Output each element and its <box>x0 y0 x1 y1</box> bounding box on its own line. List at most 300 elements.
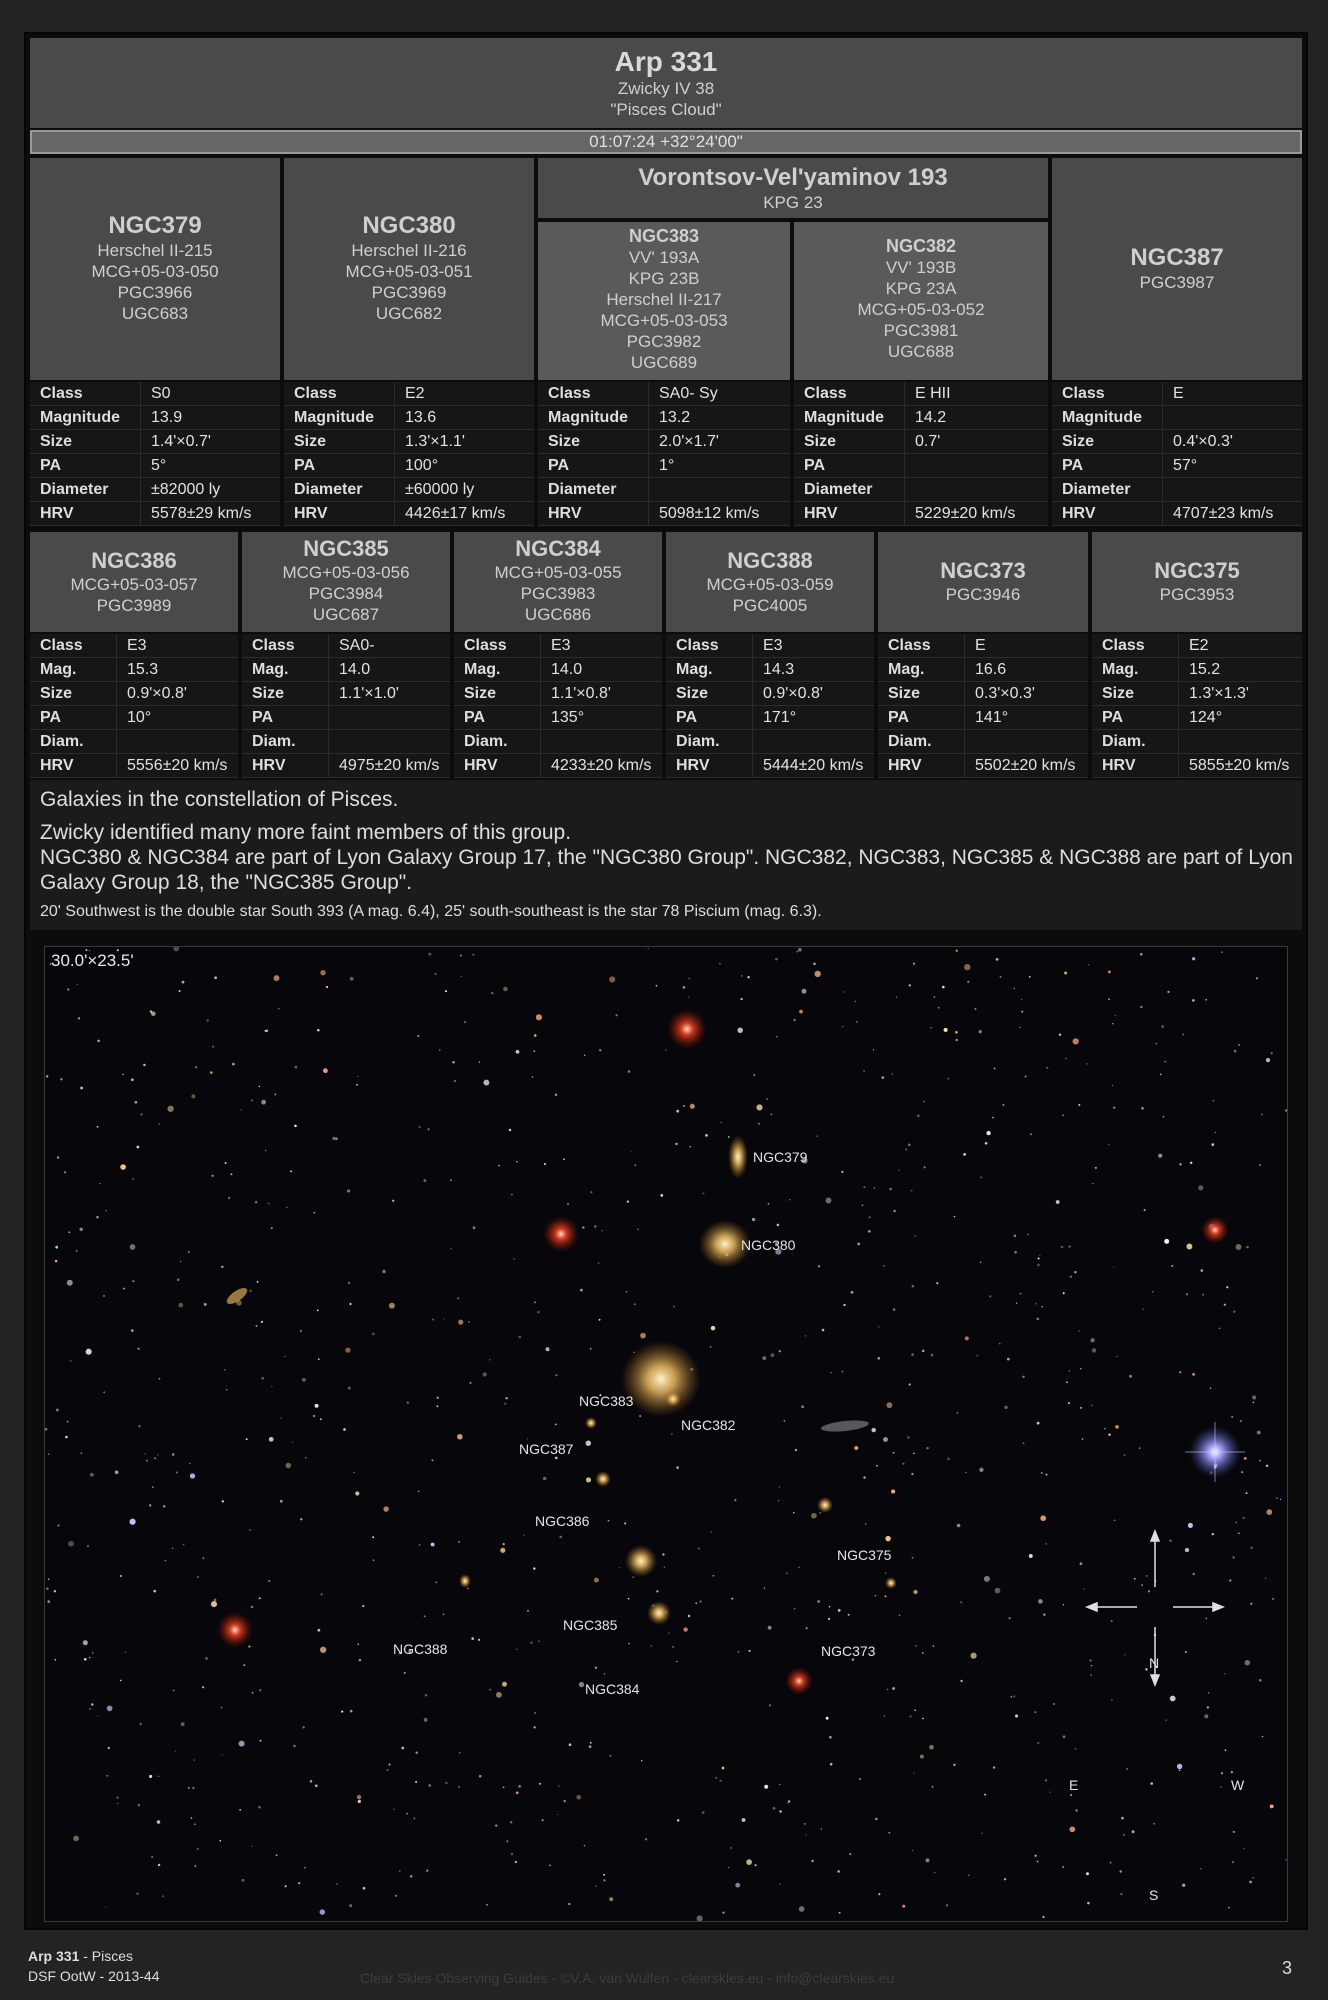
background-star <box>908 1143 911 1146</box>
galaxy-designation: MCG+05-03-057 <box>70 575 198 594</box>
row-key: Diam. <box>454 730 541 754</box>
row-value: 13.9 <box>141 406 281 430</box>
row-key: Size <box>666 682 753 706</box>
background-star <box>195 1865 197 1867</box>
background-star <box>668 1632 669 1633</box>
background-star <box>211 1601 217 1607</box>
background-star <box>256 1325 258 1327</box>
row-key: Size <box>30 682 117 706</box>
background-star <box>1146 1575 1148 1577</box>
table-row <box>794 406 1048 430</box>
background-star <box>503 1786 505 1788</box>
sky-image <box>44 946 1288 1922</box>
table-row <box>454 730 662 754</box>
background-star <box>249 1290 251 1292</box>
background-star <box>874 1595 876 1597</box>
background-star <box>1198 1185 1203 1190</box>
background-star <box>315 1784 318 1787</box>
background-star <box>1253 1402 1255 1404</box>
background-star <box>372 1536 374 1538</box>
background-star <box>865 1523 866 1524</box>
background-star <box>131 1329 133 1331</box>
background-star <box>992 1117 994 1119</box>
background-star <box>1080 1407 1082 1409</box>
background-star <box>558 1785 560 1787</box>
background-star <box>930 1027 931 1028</box>
background-star <box>268 1203 270 1205</box>
background-star <box>354 1472 355 1473</box>
background-star <box>431 1459 433 1461</box>
row-key: Size <box>878 682 965 706</box>
background-star <box>489 1359 490 1360</box>
row-key: HRV <box>284 502 395 526</box>
background-star <box>775 958 778 961</box>
table-row <box>284 454 534 478</box>
background-star <box>878 1357 880 1359</box>
background-star <box>1188 1523 1193 1528</box>
table-row <box>666 658 874 682</box>
row-key: PA <box>284 454 395 478</box>
background-star <box>249 1529 251 1531</box>
background-star <box>683 1105 685 1107</box>
background-star <box>861 1204 863 1206</box>
row-key: Class <box>30 634 117 658</box>
background-star <box>1161 1025 1164 1028</box>
background-star <box>91 1703 93 1705</box>
vv-group-box <box>538 158 1048 218</box>
background-star <box>635 1165 637 1167</box>
background-star <box>145 1453 146 1454</box>
footer-series: DSF OotW - 2013-44 <box>28 1968 160 1984</box>
background-star <box>615 1014 617 1016</box>
background-star <box>856 1021 858 1023</box>
background-star <box>434 973 436 975</box>
background-star <box>1042 1916 1044 1918</box>
background-star <box>439 1049 440 1050</box>
row-key: Class <box>1052 382 1163 406</box>
galaxy-designation: PGC4005 <box>732 596 808 615</box>
background-star <box>1166 1720 1167 1721</box>
background-star <box>471 1637 474 1640</box>
table-row <box>1092 634 1302 658</box>
background-star <box>688 1615 690 1617</box>
background-star <box>437 1397 439 1399</box>
background-star <box>956 1039 958 1041</box>
row-value: 13.2 <box>649 406 791 430</box>
background-star <box>162 1895 164 1897</box>
table-row <box>242 730 450 754</box>
background-star <box>628 1643 630 1645</box>
background-star <box>211 1175 213 1177</box>
background-star <box>779 1784 780 1785</box>
background-star <box>362 1605 364 1607</box>
background-star <box>230 1173 232 1175</box>
background-star <box>103 1391 105 1393</box>
table-row <box>794 502 1048 526</box>
background-star <box>1104 1428 1105 1429</box>
background-star <box>868 1230 871 1233</box>
background-star <box>122 1074 124 1076</box>
table-row <box>454 754 662 778</box>
row-key: PA <box>242 706 329 730</box>
background-star <box>280 1500 283 1503</box>
compass-west-arrow <box>1213 1603 1223 1611</box>
background-star <box>1090 1338 1094 1342</box>
background-star <box>979 1030 982 1033</box>
table-row <box>1092 754 1302 778</box>
background-star <box>190 1473 195 1478</box>
background-star <box>816 1136 817 1137</box>
background-star <box>1192 1573 1195 1576</box>
background-star <box>177 1278 180 1281</box>
background-star <box>1179 1371 1181 1373</box>
background-star <box>586 1441 591 1446</box>
background-star <box>349 1904 352 1907</box>
background-star <box>1200 1868 1202 1870</box>
background-star <box>1114 1520 1115 1521</box>
galaxy-designation: PGC3981 <box>883 321 959 340</box>
background-star <box>151 1011 156 1016</box>
background-star <box>977 1355 978 1356</box>
background-star <box>138 1425 140 1427</box>
background-star <box>500 1548 505 1553</box>
background-star <box>1134 1578 1136 1580</box>
background-star <box>710 1346 712 1348</box>
background-star <box>848 1614 850 1616</box>
galaxy-designation: PGC3982 <box>626 332 702 351</box>
row-value: S0 <box>141 382 281 406</box>
coordinates-bar: 01:07:24 +32°24'00" <box>30 130 1302 154</box>
background-star <box>931 1354 934 1357</box>
background-star <box>875 1818 877 1820</box>
background-star <box>259 1597 261 1599</box>
background-star <box>876 1465 878 1467</box>
footer-credit: Clear Skies Observing Guides - ©V.A. van Wulfen - clearskies.eu - info@clearskies.eu <box>360 1970 895 1986</box>
background-star <box>1233 1310 1236 1313</box>
background-star <box>176 1471 178 1473</box>
background-star <box>1004 1878 1006 1880</box>
row-value: E3 <box>753 634 875 658</box>
background-star <box>1141 1107 1144 1110</box>
background-star <box>1108 971 1111 974</box>
background-star <box>395 1895 397 1897</box>
background-star <box>700 1601 702 1603</box>
background-star <box>172 1548 173 1549</box>
background-star <box>389 1764 391 1766</box>
background-star <box>1185 1548 1189 1552</box>
background-star <box>770 1113 772 1115</box>
background-star <box>533 1567 535 1569</box>
background-star <box>1177 1764 1182 1769</box>
galaxy-designation: VV' 193B <box>885 258 957 277</box>
background-star <box>516 1792 519 1795</box>
background-star <box>741 975 743 977</box>
background-star <box>530 1642 532 1644</box>
background-star <box>468 1321 470 1323</box>
background-star <box>742 1818 746 1822</box>
background-star <box>1070 1276 1072 1278</box>
background-star <box>479 1062 480 1063</box>
row-key: Class <box>666 634 753 658</box>
background-star <box>515 1861 517 1863</box>
background-star <box>418 1126 420 1128</box>
background-star <box>911 1473 913 1475</box>
table-row <box>794 478 1048 502</box>
row-value: SA0- <box>329 634 451 658</box>
background-star <box>1110 1862 1112 1864</box>
background-star <box>1236 1522 1237 1523</box>
background-star <box>830 1763 833 1766</box>
background-star <box>1207 1706 1209 1708</box>
background-star <box>1009 1617 1011 1619</box>
background-star <box>887 1402 893 1408</box>
background-star <box>86 1349 92 1355</box>
background-star <box>472 954 474 956</box>
row-key: PA <box>1092 706 1179 730</box>
background-star <box>97 1715 98 1716</box>
row-value: 10° <box>117 706 239 730</box>
table-row <box>242 682 450 706</box>
background-star <box>676 1466 679 1469</box>
table-row <box>242 754 450 778</box>
background-star <box>222 1500 224 1502</box>
background-star <box>251 1100 253 1102</box>
background-star <box>107 1706 113 1712</box>
background-star <box>276 1854 278 1856</box>
background-star <box>980 1262 982 1264</box>
background-star <box>922 1718 924 1720</box>
row-key: Diam. <box>878 730 965 754</box>
background-star <box>1025 1076 1027 1078</box>
background-star <box>753 1074 755 1076</box>
background-star <box>57 1156 59 1158</box>
background-star <box>77 984 78 985</box>
background-star <box>838 1609 841 1612</box>
row-key: Size <box>242 682 329 706</box>
background-star <box>149 1504 151 1506</box>
background-star <box>45 1428 47 1430</box>
background-star <box>57 1524 59 1526</box>
background-star <box>633 1576 634 1577</box>
background-star <box>314 1212 316 1214</box>
label-ngc382: NGC382 <box>681 1417 736 1433</box>
background-star <box>1056 1200 1060 1204</box>
background-star <box>922 1652 924 1654</box>
background-star <box>695 1602 697 1604</box>
background-star <box>628 1070 631 1073</box>
background-star <box>874 1187 875 1188</box>
background-star <box>1170 1696 1176 1702</box>
background-star <box>1265 1578 1266 1579</box>
row-value <box>329 730 451 754</box>
background-star <box>1095 1167 1097 1169</box>
background-star <box>946 1904 948 1906</box>
background-star <box>1074 1271 1076 1273</box>
row-key: HRV <box>794 502 905 526</box>
background-star <box>167 1106 173 1112</box>
background-star <box>386 1769 388 1771</box>
background-star <box>720 1122 722 1124</box>
background-star <box>226 1389 227 1390</box>
background-star <box>855 1001 857 1003</box>
background-star <box>913 1590 917 1594</box>
background-star <box>913 962 915 964</box>
background-star <box>829 1606 831 1608</box>
background-star <box>664 1567 665 1568</box>
row-key: Class <box>284 382 395 406</box>
background-star <box>83 1640 88 1645</box>
galaxy-designation: UGC683 <box>121 304 189 323</box>
background-star <box>794 1608 795 1609</box>
background-star <box>934 996 935 997</box>
background-star <box>210 1071 213 1074</box>
background-star <box>602 1230 603 1231</box>
background-star <box>1231 1771 1233 1773</box>
row-value: E2 <box>395 382 535 406</box>
row-key: Size <box>538 430 649 454</box>
galaxy-box-ngc383 <box>538 222 790 380</box>
galaxy-designation: Herschel II-217 <box>606 290 722 309</box>
background-star <box>892 1687 895 1690</box>
background-star <box>1065 1058 1066 1059</box>
background-star <box>1091 1665 1092 1666</box>
background-star <box>857 1243 860 1246</box>
background-star <box>89 1657 91 1659</box>
background-star <box>1252 1877 1254 1879</box>
background-star <box>202 1557 204 1559</box>
background-star <box>1030 1133 1032 1135</box>
background-star <box>863 1070 865 1072</box>
background-star <box>286 1463 292 1469</box>
row-value: 1.4'×0.7' <box>141 430 281 454</box>
galaxy-name: NGC386 <box>91 548 177 573</box>
galaxy-ngc387 <box>585 1417 597 1429</box>
table-row <box>30 454 280 478</box>
footer-constellation: - Pisces <box>83 1948 134 1964</box>
background-star <box>1243 1848 1244 1849</box>
background-star <box>1091 1405 1092 1406</box>
compass-n-label: N <box>1149 1655 1160 1671</box>
background-star <box>683 1627 687 1631</box>
table-row <box>30 682 238 706</box>
background-star <box>1108 1434 1110 1436</box>
background-star <box>278 1008 280 1010</box>
row-key: Magnitude <box>794 406 905 430</box>
background-star <box>1016 1303 1017 1304</box>
data-table-ngc387 <box>1052 382 1302 526</box>
background-star <box>1244 1457 1247 1460</box>
galaxy-name: NGC382 <box>885 236 957 256</box>
galaxy-designation: PGC3946 <box>945 585 1021 604</box>
background-star <box>595 1886 596 1887</box>
background-star <box>116 1797 118 1799</box>
table-row <box>794 454 1048 478</box>
background-star <box>372 1333 375 1336</box>
galaxy-designation: PGC3983 <box>520 584 596 603</box>
background-star <box>779 1810 781 1812</box>
background-star <box>934 1872 935 1873</box>
table-row <box>538 430 790 454</box>
compass-w-label: W <box>1231 1777 1245 1793</box>
background-star <box>84 1658 87 1661</box>
background-star <box>728 1136 730 1138</box>
background-star <box>175 1750 176 1751</box>
background-star <box>73 1836 79 1842</box>
label-ngc383: NGC383 <box>579 1393 634 1409</box>
galaxy-designation: PGC3989 <box>96 596 172 615</box>
background-star <box>1046 1474 1048 1476</box>
background-star <box>914 1709 916 1711</box>
background-star <box>513 1258 514 1259</box>
background-star <box>96 1216 99 1219</box>
background-star <box>584 1845 585 1846</box>
background-star <box>956 1412 958 1414</box>
row-key: Diam. <box>666 730 753 754</box>
galaxy-box-ngc386 <box>30 532 238 632</box>
background-star <box>999 1343 1001 1345</box>
row-value: 0.9'×0.8' <box>117 682 239 706</box>
background-star <box>151 1856 153 1858</box>
background-star <box>656 1590 658 1592</box>
background-star <box>132 1178 133 1179</box>
table-row <box>284 502 534 526</box>
galaxy-box-ngc379 <box>30 158 280 380</box>
galaxy-designation: KPG 23A <box>885 279 957 298</box>
background-star <box>1259 1460 1261 1462</box>
background-star <box>963 1153 966 1156</box>
background-star <box>149 1775 152 1778</box>
background-star <box>538 1640 540 1642</box>
background-star <box>435 1582 437 1584</box>
background-star <box>893 1210 895 1212</box>
background-star <box>67 1280 73 1286</box>
background-star <box>568 1903 570 1905</box>
guide-sheet <box>24 32 1308 1930</box>
background-star <box>1115 1425 1119 1429</box>
background-star <box>1021 999 1023 1001</box>
background-star <box>594 1578 599 1583</box>
background-star <box>1259 1164 1260 1165</box>
background-star <box>1249 1881 1252 1884</box>
background-star <box>1123 1834 1125 1836</box>
background-star <box>305 1457 307 1459</box>
background-star <box>747 976 749 978</box>
background-star <box>1038 1599 1043 1604</box>
background-star <box>212 1046 213 1047</box>
background-star <box>452 1061 455 1064</box>
background-star <box>912 1557 914 1559</box>
background-star <box>259 1086 260 1087</box>
background-star <box>373 1559 374 1560</box>
background-star <box>599 1319 601 1321</box>
label-ngc375: NGC375 <box>837 1547 892 1563</box>
background-star <box>105 1906 106 1907</box>
row-value: E HII <box>905 382 1049 406</box>
background-star <box>1179 1163 1181 1165</box>
background-star <box>67 1421 69 1423</box>
background-star <box>357 1643 359 1645</box>
background-star <box>779 1883 781 1885</box>
background-star <box>1121 1817 1124 1820</box>
background-star <box>123 1288 125 1290</box>
background-star <box>688 996 689 997</box>
row-key: Class <box>538 382 649 406</box>
row-value: 4426±17 km/s <box>395 502 535 526</box>
table-row <box>30 382 280 406</box>
background-star <box>891 1489 895 1493</box>
galaxy-designation: MCG+05-03-056 <box>282 563 410 582</box>
background-star <box>944 1028 948 1032</box>
